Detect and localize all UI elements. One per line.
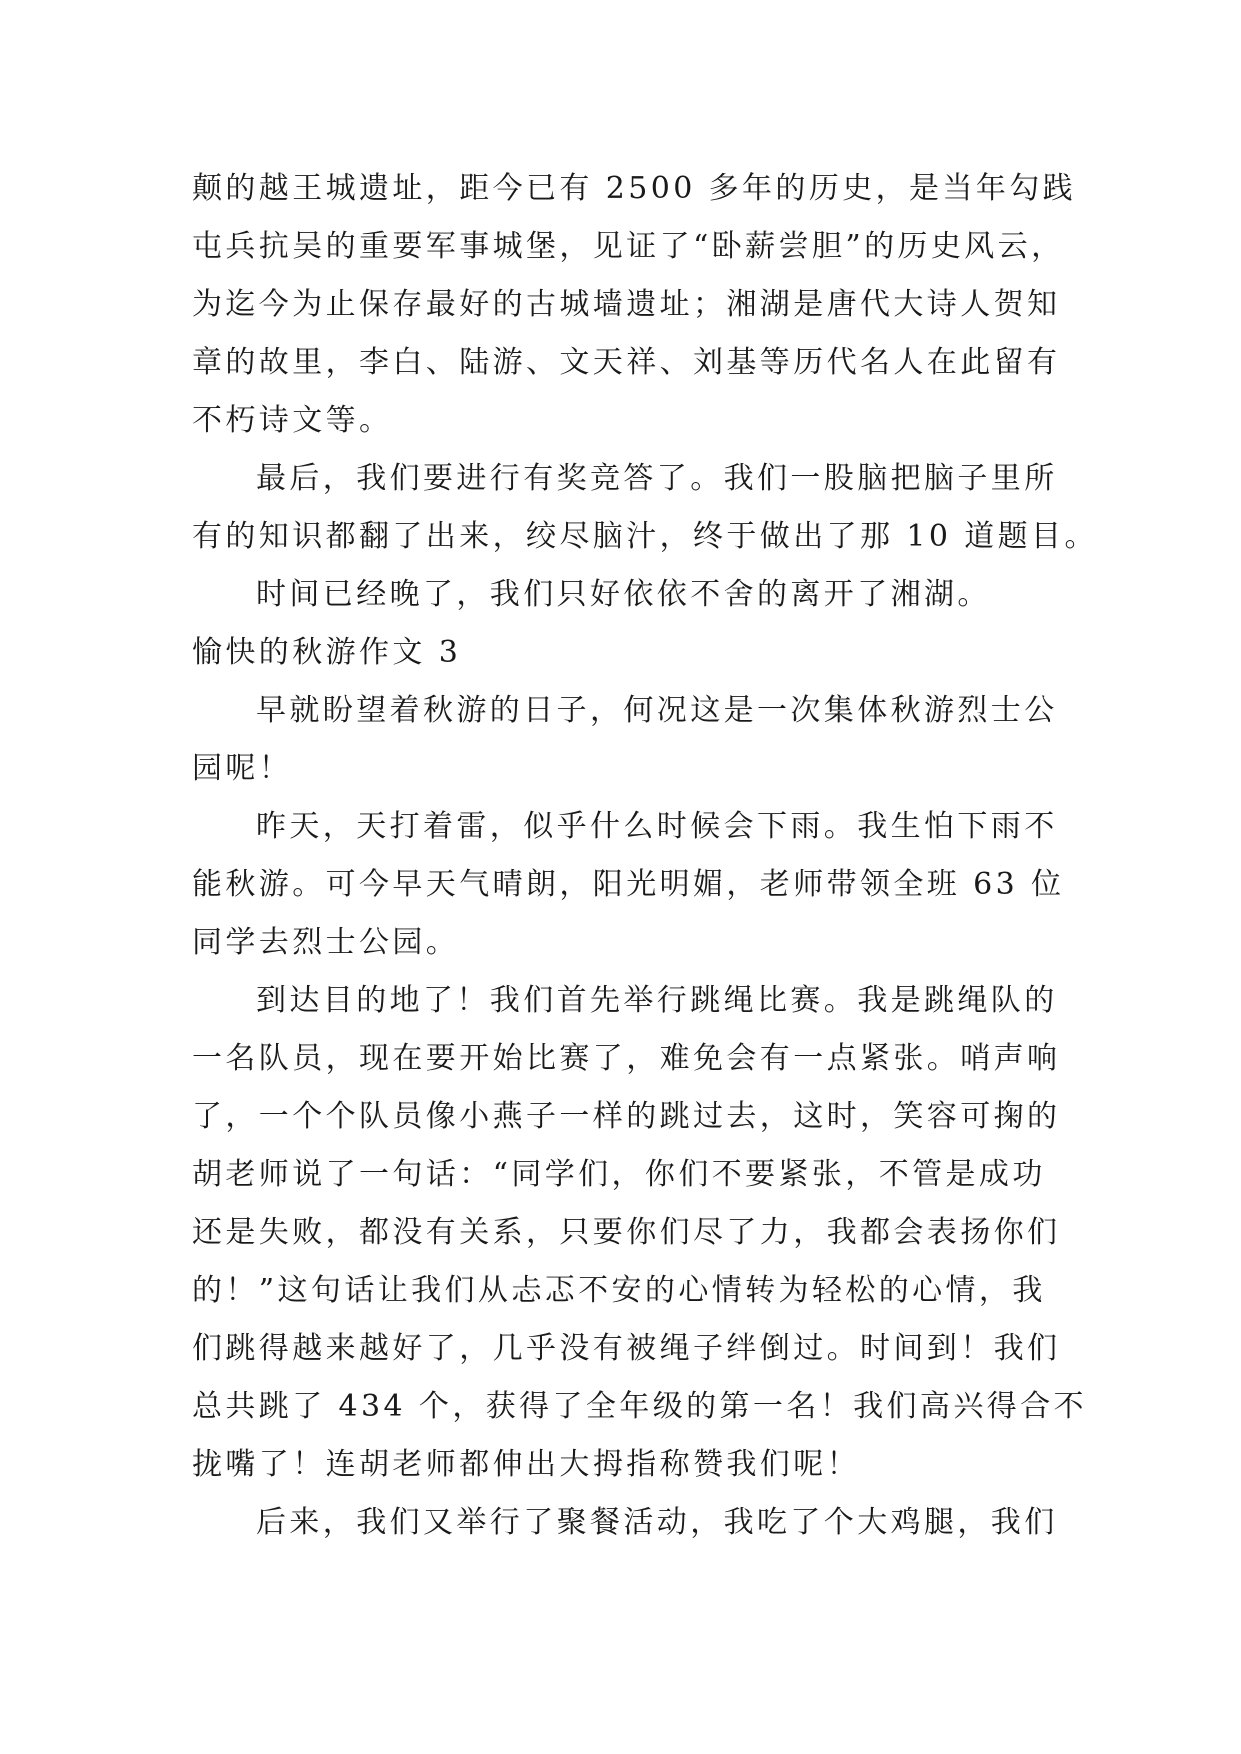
paragraph-start-line: 时间已经晚了，我们只好依依不舍的离开了湘湖。 [256, 577, 991, 612]
text-line: 能秋游。可今早天气晴朗，阳光明媚，老师带领全班 63 位 [192, 867, 1065, 902]
text-line: 胡老师说了一句话：“同学们，你们不要紧张，不管是成功 [192, 1157, 1046, 1192]
paragraph-start-line: 最后，我们要进行有奖竞答了。我们一股脑把脑子里所 [256, 461, 1058, 496]
document-body [192, 160, 1098, 1552]
paragraph-start-line: 到达目的地了！我们首先举行跳绳比赛。我是跳绳队的 [256, 983, 1058, 1018]
text-line: 还是失败，都没有关系，只要你们尽了力，我都会表扬你们 [192, 1215, 1061, 1250]
text-line: 拢嘴了！连胡老师都伸出大拇指称赞我们呢！ [192, 1447, 860, 1482]
text-line: 为迄今为止保存最好的古城墙遗址；湘湖是唐代大诗人贺知 [192, 287, 1061, 322]
text-line: 一名队员，现在要开始比赛了，难免会有一点紧张。哨声响 [192, 1041, 1061, 1076]
text-line: 章的故里，李白、陆游、文天祥、刘基等历代名人在此留有 [192, 345, 1061, 380]
text-line: 屯兵抗吴的重要军事城堡，见证了“卧薪尝胆”的历史风云， [192, 229, 1065, 264]
paragraph-start-line: 后来，我们又举行了聚餐活动，我吃了个大鸡腿，我们 [256, 1505, 1058, 1540]
text-line: 们跳得越来越好了，几乎没有被绳子绊倒过。时间到！我们 [192, 1331, 1061, 1366]
text-line: 同学去烈士公园。 [192, 925, 460, 960]
text-line: 了，一个个队员像小燕子一样的跳过去，这时，笑容可掬的 [192, 1099, 1061, 1134]
paragraph-start-line: 昨天，天打着雷，似乎什么时候会下雨。我生怕下雨不 [256, 809, 1058, 844]
text-line: 的！”这句话让我们从忐忑不安的心情转为轻松的心情，我 [192, 1273, 1046, 1308]
text-line: 颠的越王城遗址，距今已有 2500 多年的历史，是当年勾践 [192, 171, 1077, 206]
text-line: 总共跳了 434 个，获得了全年级的第一名！我们高兴得合不 [192, 1389, 1087, 1424]
text-line: 有的知识都翻了出来，绞尽脑汁，终于做出了那 10 道题目。 [192, 519, 1098, 554]
paragraph-start-line: 早就盼望着秋游的日子，何况这是一次集体秋游烈士公 [256, 693, 1058, 728]
text-line: 不朽诗文等。 [192, 403, 393, 438]
text-line: 园呢！ [192, 751, 293, 786]
section-heading: 愉快的秋游作文 3 [192, 635, 462, 670]
